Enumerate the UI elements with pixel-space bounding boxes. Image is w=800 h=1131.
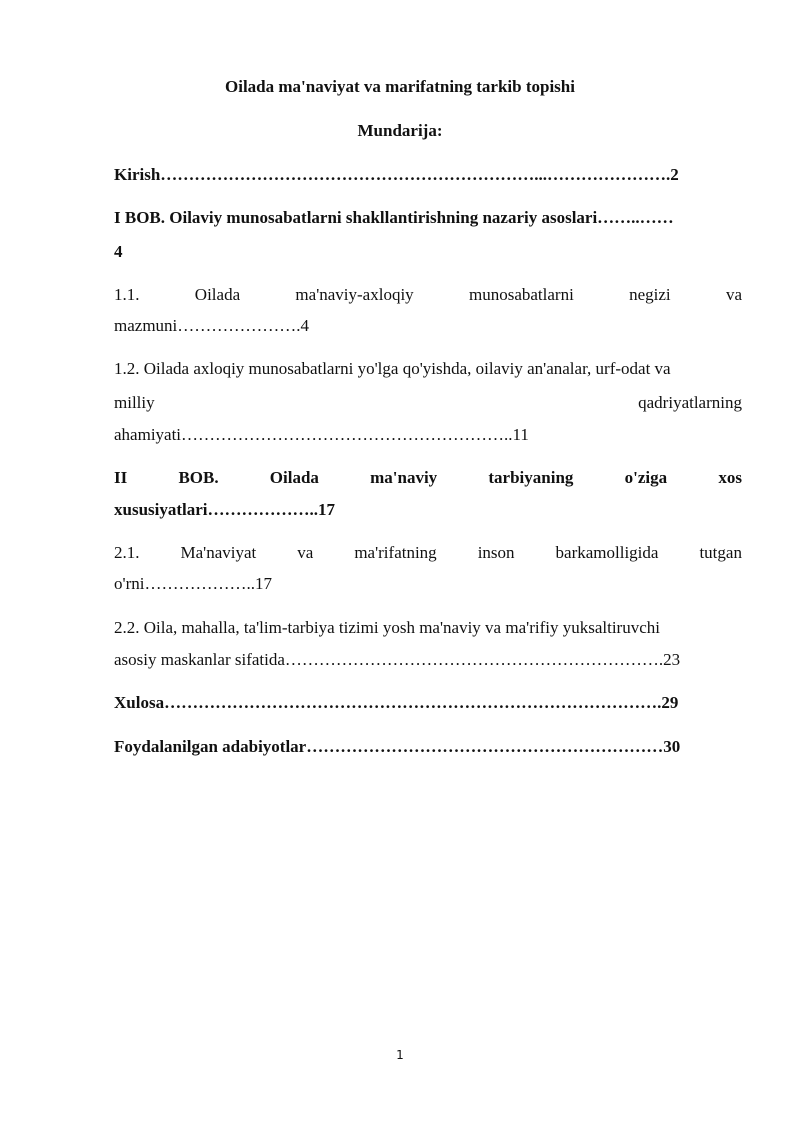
toc-entry-2-2: 2.2. Oila, mahalla, ta'lim-tarbiya tizimi yosh ma'naviy va ma'rifiy yuksaltiruvchi: [114, 618, 660, 637]
toc-word: ma'naviy-axloqiy: [295, 285, 414, 304]
toc-word: II: [114, 468, 128, 487]
toc-entry-1-2-line2: [114, 392, 742, 414]
page-number: 1: [396, 1048, 404, 1062]
toc-word: qadriyatlarning: [638, 393, 742, 412]
toc-word: tarbiyaning: [488, 468, 574, 487]
toc-entry-bob2: [114, 467, 742, 489]
toc-heading: Mundarija:: [357, 121, 443, 140]
toc-word: xos: [718, 468, 742, 487]
toc-entry-bob1-page: 4: [114, 242, 123, 261]
toc-word: ma'rifatning: [354, 543, 437, 562]
toc-entry-1-1: [114, 284, 742, 306]
toc-word: ma'naviy: [370, 468, 438, 487]
toc-word: va: [725, 285, 742, 304]
toc-word: munosabatlarni: [468, 285, 574, 304]
toc-word: o'ziga: [624, 468, 668, 487]
toc-word: negizi: [629, 285, 671, 304]
toc-entry-1-1-page: mazmuni………………….4: [114, 316, 310, 335]
toc-entry-1-2-page: ahamiyati…………………………………………………..11: [114, 425, 529, 444]
toc-entry-bob1: I BOB. Oilaviy munosabatlarni shakllantirishning nazariy asoslari……..……: [114, 208, 674, 227]
toc-entry-2-2-page: asosiy maskanlar sifatida………………………………………………………….23: [114, 650, 681, 669]
toc-word: Oilada: [194, 285, 241, 304]
toc-word: Oilada: [269, 468, 319, 487]
toc-word: 2.1.: [114, 543, 140, 562]
toc-entry-1-2: 1.2. Oilada axloqiy munosabatlarni yo'lga qo'yishda, oilaviy an'analar, urf-odat va: [114, 359, 671, 378]
toc-word: tutgan: [699, 543, 742, 562]
toc-entry-kirish: Kirish…………………………………………………………...………………….2: [114, 165, 679, 184]
toc-word: barkamolligida: [555, 543, 659, 562]
toc-entry-adabiyotlar: Foydalanilgan adabiyotlar………………………………………………………30: [114, 737, 681, 756]
toc-word: Ma'naviyat: [180, 543, 257, 562]
toc-entry-xulosa: Xulosa…………………………………………………………………………….29: [114, 693, 679, 712]
toc-entry-2-1: [114, 542, 742, 564]
toc-word: milliy: [114, 393, 155, 412]
document-title: Oilada ma'naviyat va marifatning tarkib topishi: [225, 77, 575, 96]
toc-word: BOB.: [178, 468, 219, 487]
toc-entry-bob2-page: xususiyatlari………………..17: [114, 500, 336, 519]
toc-word: va: [297, 543, 314, 562]
toc-word: 1.1.: [114, 285, 140, 304]
toc-entry-2-1-page: o'rni………………..17: [114, 574, 272, 593]
toc-word: inson: [477, 543, 515, 562]
